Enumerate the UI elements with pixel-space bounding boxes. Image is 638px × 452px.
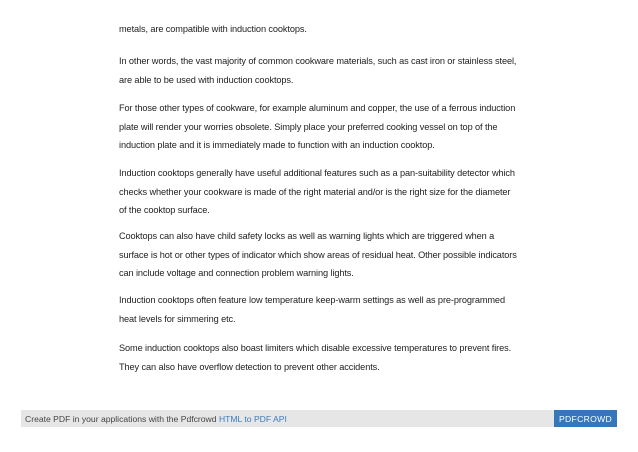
paragraph: Cooktops can also have child safety locks as well as warning lights which are triggered when a surface is hot or other types of indicator which show areas of residual heat. Other possible indicators can include voltage and connection problem warning lights.: [119, 231, 517, 278]
paragraph: metals, are compatible with induction cooktops.: [119, 24, 307, 34]
pdfcrowd-brand-button[interactable]: PDFCROWD: [554, 410, 617, 427]
footer-message: [21, 414, 287, 424]
footer-text: Create PDF in your applications with the Pdfcrowd: [25, 413, 219, 424]
paragraph: In other words, the vast majority of common cookware materials, such as cast iron or stainless steel, are able to be used with induction cooktops.: [119, 56, 517, 85]
paragraph: Some induction cooktops also boast limiters which disable excessive temperatures to prevent fires. They can also have overflow detection to prevent other accidents.: [119, 343, 512, 372]
html-to-pdf-api-link[interactable]: HTML to PDF API: [218, 413, 287, 424]
paragraph: For those other types of cookware, for example aluminum and copper, the use of a ferrous induction plate will render your worries obsolete. Simply place your preferred cooking vessel on top of the induction plate and it is immediately made to function with an induction cooktop.: [119, 103, 516, 150]
paragraph: Induction cooktops often feature low temperature keep-warm settings as well as pre-programmed heat levels for simmering etc.: [119, 295, 505, 324]
pdfcrowd-footer-bar: [21, 410, 617, 427]
paragraph: Induction cooktops generally have useful additional features such as a pan-suitability detector which checks whether your cookware is made of the right material and/or is the right size for the diameter of the cooktop surface.: [119, 168, 515, 215]
